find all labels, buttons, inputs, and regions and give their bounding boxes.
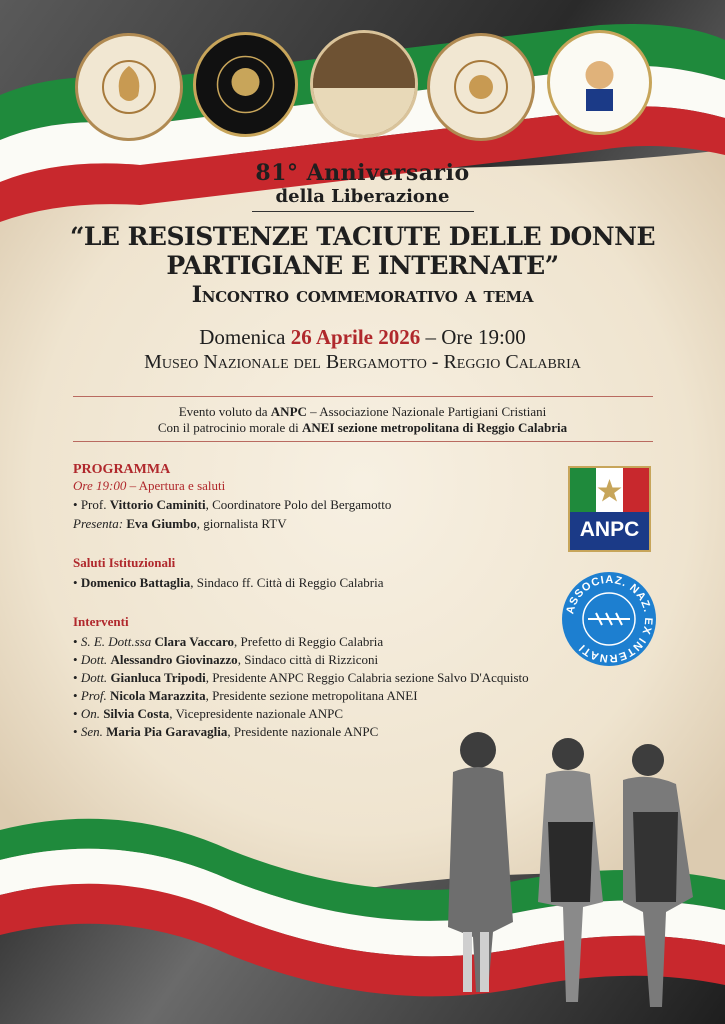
speaker-title: Prof. <box>80 688 107 703</box>
header-underline <box>252 211 474 212</box>
date-time: – Ore 19:00 <box>420 325 526 349</box>
confraternita-frittola-logo <box>547 30 652 135</box>
accademia-logo <box>75 33 183 141</box>
intervento-row <box>73 670 529 686</box>
date-highlight: 26 Aprile 2026 <box>290 325 421 349</box>
main-title-line2: PARTIGIANE E INTERNATE” <box>166 251 559 280</box>
anniversary-line: 81° Anniversario <box>255 160 470 186</box>
main-title-line1: “LE RESISTENZE TACIUTE DELLE DONNE <box>69 222 656 251</box>
speaker-title: S. E. Dott.ssa <box>80 634 152 649</box>
speaker-name: Maria Pia Garavaglia <box>106 724 228 739</box>
anei-text: ASSOCIAZ. NAZ. EX INTERNATI <box>564 573 655 665</box>
presenter-title: Presenta: <box>73 516 124 531</box>
chef-emblem-icon <box>550 33 649 132</box>
opening-time: Ore 19:00 <box>73 478 127 493</box>
speaker-row <box>73 497 529 513</box>
speaker-role: , Presidente ANPC Reggio Calabria sezione Salvo D'Acquisto <box>205 670 529 685</box>
speaker-title: Dott. <box>80 652 108 667</box>
speaker-role: , Prefetto di Reggio Calabria <box>234 634 384 649</box>
info-text: – Associazione Nazionale Partigiani Cristiani <box>306 404 547 419</box>
divider-bottom <box>73 441 653 442</box>
museum-emblem-icon <box>313 33 415 135</box>
info-line2 <box>0 420 725 436</box>
face-emblem-icon <box>196 35 295 134</box>
presenter-name: Eva Giumbo <box>126 516 197 531</box>
anpc-logo <box>568 466 651 552</box>
citrus-emblem-icon <box>78 36 180 138</box>
speaker-name: Clara Vaccaro <box>154 634 235 649</box>
opening-row <box>73 478 529 494</box>
speaker-name: Domenico Battaglia <box>80 575 191 590</box>
info-line1 <box>0 404 725 420</box>
anei-logo <box>560 570 658 668</box>
divider-top <box>73 396 653 397</box>
saluti-title: Saluti Istituzionali <box>73 555 176 570</box>
speaker-title: On. <box>80 706 100 721</box>
museo-bergamotto-logo <box>310 30 418 138</box>
terra-madre-logo <box>193 32 298 137</box>
info-bold: ANPC <box>270 404 307 419</box>
event-venue: Museo Nazionale del Bergamotto - Reggio Calabria <box>144 351 581 373</box>
liberation-line: della Liberazione <box>275 186 450 207</box>
info-bold: ANEI sezione metropolitana di Reggio Calabria <box>301 420 568 435</box>
info-text: Con il patrocinio morale di <box>157 420 302 435</box>
italian-flag-star-icon <box>570 468 649 512</box>
speaker-role: , Sindaco città di Rizziconi <box>237 652 379 667</box>
saluti-row <box>73 575 529 591</box>
presenter-role: , giornalista RTV <box>196 516 287 531</box>
speaker-title: Dott. <box>80 670 108 685</box>
speaker-name: Silvia Costa <box>103 706 170 721</box>
presenter-row <box>73 516 529 532</box>
citrus-branch-icon <box>430 36 532 138</box>
speaker-title: Sen. <box>80 724 103 739</box>
event-date <box>0 325 725 350</box>
opening-label: – Apertura e saluti <box>126 478 226 493</box>
speaker-name: Nicola Marazzita <box>109 688 206 703</box>
speaker-role: , Vicepresidente nazionale ANPC <box>169 706 344 721</box>
partisan-women-photo <box>418 722 718 1022</box>
speaker-role: , Sindaco ff. Città di Reggio Calabria <box>190 575 384 590</box>
programme <box>73 462 529 740</box>
intervento-row <box>73 634 529 650</box>
speaker-role: , Coordinatore Polo del Bergamotto <box>205 497 392 512</box>
anpc-label: ANPC <box>579 518 640 541</box>
speaker-title: Prof. <box>80 497 107 512</box>
programme-title: PROGRAMMA <box>73 462 171 477</box>
intervento-row <box>73 688 529 704</box>
date-prefix: Domenica <box>199 325 291 349</box>
speaker-role: , Presidente sezione metropolitana ANEI <box>205 688 418 703</box>
subtitle: Incontro commemorativo a tema <box>191 282 534 308</box>
confraternita-bergamotto-logo <box>427 33 535 141</box>
speaker-name: Vittorio Caminiti <box>109 497 206 512</box>
interventi-title: Interventi <box>73 614 129 629</box>
intervento-row <box>73 706 529 722</box>
info-text: Evento voluto da <box>178 404 271 419</box>
speaker-name: Alessandro Giovinazzo <box>110 652 238 667</box>
speaker-name: Gianluca Tripodi <box>110 670 206 685</box>
speaker-role: , Presidente nazionale ANPC <box>227 724 379 739</box>
intervento-row <box>73 652 529 668</box>
